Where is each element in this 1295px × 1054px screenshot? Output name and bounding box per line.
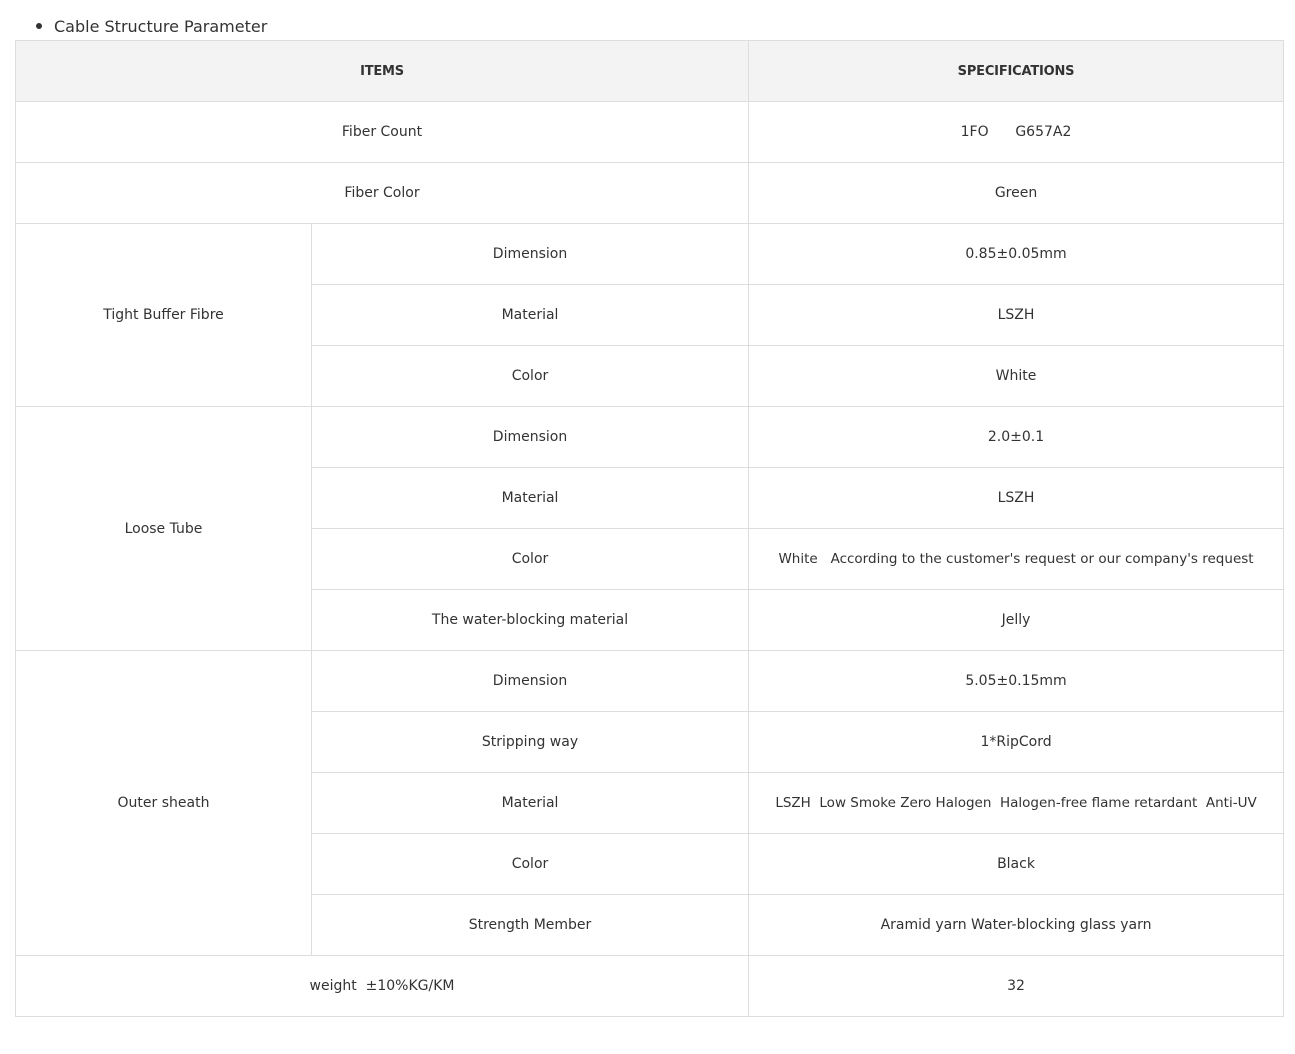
- outer-sheath-material-value: LSZH Low Smoke Zero Halogen Halogen-free flame retardant Anti-UV: [749, 773, 1284, 834]
- tight-buffer-dimension-label: Dimension: [312, 224, 749, 285]
- outer-sheath-color-value: Black: [749, 834, 1284, 895]
- weight-label: weight ±10%KG/KM: [16, 956, 749, 1017]
- tight-buffer-dimension-value: 0.85±0.05mm: [749, 224, 1284, 285]
- outer-sheath-stripping-value: 1*RipCord: [749, 712, 1284, 773]
- table-row: [16, 163, 1284, 224]
- section-heading: [36, 14, 267, 38]
- loose-tube-color-value: White According to the customer's request or our company's request: [749, 529, 1284, 590]
- fiber-count-value: 1FO G657A2: [749, 102, 1284, 163]
- loose-tube-water-blocking-label: The water-blocking material: [312, 590, 749, 651]
- outer-sheath-stripping-label: Stripping way: [312, 712, 749, 773]
- table-row: [16, 956, 1284, 1017]
- loose-tube-water-blocking-value: Jelly: [749, 590, 1284, 651]
- section-title: Cable Structure Parameter: [54, 16, 268, 36]
- loose-tube-group-label: Loose Tube: [16, 407, 312, 651]
- outer-sheath-dimension-value: 5.05±0.15mm: [749, 651, 1284, 712]
- fiber-color-value: Green: [749, 163, 1284, 224]
- table-row: [16, 651, 1284, 712]
- loose-tube-color-label: Color: [312, 529, 749, 590]
- outer-sheath-color-label: Color: [312, 834, 749, 895]
- header-items: ITEMS: [16, 41, 749, 102]
- header-row: [16, 41, 1284, 102]
- cable-structure-table: [15, 40, 1284, 1017]
- bullet-icon: [36, 23, 42, 29]
- outer-sheath-strength-value: Aramid yarn Water-blocking glass yarn: [749, 895, 1284, 956]
- table-row: [16, 407, 1284, 468]
- loose-tube-dimension-label: Dimension: [312, 407, 749, 468]
- table-row: [16, 102, 1284, 163]
- tight-buffer-material-label: Material: [312, 285, 749, 346]
- tight-buffer-group-label: Tight Buffer Fibre: [16, 224, 312, 407]
- loose-tube-dimension-value: 2.0±0.1: [749, 407, 1284, 468]
- loose-tube-material-label: Material: [312, 468, 749, 529]
- tight-buffer-material-value: LSZH: [749, 285, 1284, 346]
- weight-value: 32: [749, 956, 1284, 1017]
- tight-buffer-color-label: Color: [312, 346, 749, 407]
- fiber-count-label: Fiber Count: [16, 102, 749, 163]
- outer-sheath-dimension-label: Dimension: [312, 651, 749, 712]
- loose-tube-material-value: LSZH: [749, 468, 1284, 529]
- tight-buffer-color-value: White: [749, 346, 1284, 407]
- outer-sheath-group-label: Outer sheath: [16, 651, 312, 956]
- outer-sheath-material-label: Material: [312, 773, 749, 834]
- fiber-color-label: Fiber Color: [16, 163, 749, 224]
- header-specifications: SPECIFICATIONS: [749, 41, 1284, 102]
- outer-sheath-strength-label: Strength Member: [312, 895, 749, 956]
- table-row: [16, 224, 1284, 285]
